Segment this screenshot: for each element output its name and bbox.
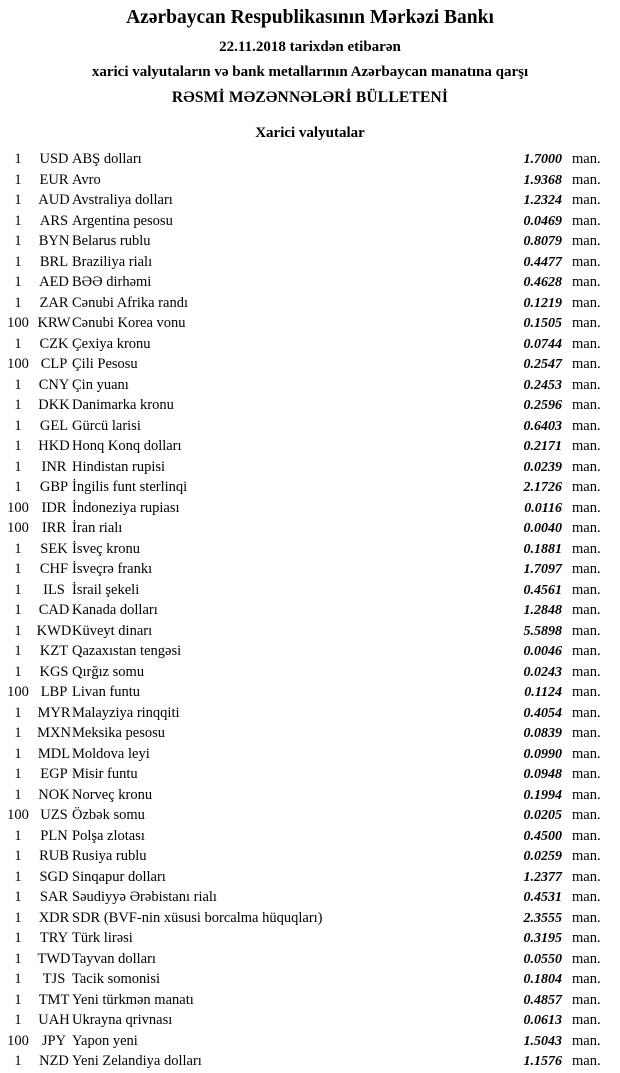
row-currency-code: BRL: [39, 253, 69, 270]
table-row: [0, 416, 620, 437]
table-row: [0, 908, 620, 929]
row-quantity: 1: [14, 561, 22, 577]
row-currency-name: Tacik somonisi: [72, 971, 160, 987]
row-quantity: 1: [14, 704, 22, 721]
row-rate-value: 0.4857: [523, 992, 562, 1008]
row-currency-code: SGD: [39, 868, 69, 885]
row-quantity: 100: [7, 684, 29, 700]
row-quantity: 1: [14, 233, 22, 249]
table-row: [0, 1051, 620, 1072]
row-rate-value: 1.7097: [523, 562, 562, 577]
row-unit-label: man.: [572, 253, 601, 270]
scope-line: xarici valyutaların və bank metallarının Azərbaycan manatına qarşı: [91, 64, 529, 80]
row-quantity: 1: [14, 745, 22, 762]
row-quantity: 1: [14, 602, 22, 618]
table-row: [0, 621, 620, 642]
row-currency-name: Avro: [72, 171, 101, 188]
row-currency-code: HKD: [38, 438, 70, 454]
row-quantity: 1: [14, 1012, 22, 1028]
row-currency-name: Malayziya rinqqiti: [72, 704, 180, 721]
row-currency-code: MDL: [37, 745, 71, 762]
row-currency-name: Avstraliya dolları: [72, 192, 173, 208]
row-quantity: 1: [14, 848, 22, 864]
row-currency-code: CHF: [39, 561, 69, 577]
table-row: [0, 334, 620, 355]
row-currency-name: Misir funtu: [72, 766, 138, 782]
row-currency-name: Çili Pesosu: [72, 356, 138, 372]
row-unit-label: man.: [572, 786, 601, 803]
row-currency-name: İsveç kronu: [72, 540, 141, 557]
row-quantity: 1: [14, 643, 22, 659]
row-currency-code: TJS: [42, 971, 66, 987]
row-rate-value: 0.0040: [523, 521, 562, 536]
row-rate-value: 0.4561: [523, 582, 562, 598]
row-unit-label: man.: [572, 1032, 601, 1049]
row-rate-value: 0.3195: [523, 931, 562, 946]
section-title: Xarici valyutalar: [255, 125, 365, 141]
row-currency-name: Yeni Zelandiya dolları: [72, 1053, 202, 1069]
row-rate-value: 1.9368: [523, 172, 562, 188]
row-currency-code: DKK: [38, 397, 70, 413]
row-quantity: 1: [14, 725, 22, 741]
row-quantity: 1: [14, 212, 22, 229]
table-row: [0, 313, 620, 334]
table-row: [0, 293, 620, 314]
row-unit-label: man.: [572, 479, 601, 495]
row-currency-code: CNY: [38, 376, 70, 393]
table-row: [0, 990, 620, 1011]
table-row: [0, 580, 620, 601]
row-currency-name: İsveçrə frankı: [72, 561, 153, 577]
row-currency-name: Honq Konq dolları: [72, 438, 182, 454]
effective-date-line: 22.11.2018 tarixdən etibarən: [219, 39, 401, 55]
row-unit-label: man.: [572, 581, 601, 598]
row-unit-label: man.: [572, 991, 601, 1008]
row-rate-value: 0.0116: [524, 500, 562, 516]
row-currency-code: SEK: [40, 540, 68, 557]
table-row: [0, 252, 620, 273]
row-currency-code: IDR: [41, 499, 67, 516]
table-row: [0, 846, 620, 867]
row-rate-value: 0.4531: [523, 890, 562, 905]
row-currency-name: Norveç kronu: [72, 786, 153, 803]
row-unit-label: man.: [572, 192, 601, 208]
row-currency-code: RUB: [39, 848, 69, 864]
row-rate-value: 0.0239: [523, 459, 562, 475]
row-quantity: 1: [14, 971, 22, 987]
table-row: [0, 969, 620, 990]
row-currency-name: Çexiya kronu: [72, 335, 151, 352]
row-unit-label: man.: [572, 376, 601, 393]
row-currency-name: Sinqapur dolları: [72, 868, 166, 885]
row-rate-value: 0.1881: [523, 541, 562, 557]
row-rate-value: 1.2324: [523, 193, 562, 208]
row-currency-name: Türk lirəsi: [72, 930, 133, 946]
row-currency-code: CLP: [40, 356, 68, 372]
row-currency-name: ABŞ dolları: [72, 151, 142, 167]
row-unit-label: man.: [572, 151, 601, 167]
row-unit-label: man.: [572, 725, 601, 741]
row-currency-code: ZAR: [39, 294, 69, 311]
row-currency-name: Gürcü larisi: [72, 417, 141, 434]
row-currency-name: İngilis funt sterlinqi: [72, 479, 188, 495]
row-quantity: 1: [14, 417, 22, 434]
row-rate-value: 0.0990: [523, 746, 562, 762]
row-unit-label: man.: [572, 622, 601, 639]
row-rate-value: 0.1994: [523, 787, 562, 803]
row-quantity: 1: [14, 376, 22, 393]
row-rate-value: 0.0046: [523, 644, 562, 659]
row-rate-value: 0.4628: [523, 275, 562, 290]
row-currency-code: BYN: [38, 233, 70, 249]
row-currency-code: AED: [39, 274, 69, 290]
row-rate-value: 0.0243: [523, 664, 562, 680]
row-quantity: 1: [14, 581, 22, 598]
row-rate-value: 2.3555: [523, 910, 562, 926]
row-quantity: 1: [14, 991, 22, 1008]
row-currency-code: ARS: [39, 212, 69, 229]
row-currency-code: NZD: [39, 1053, 69, 1069]
table-row: [0, 723, 620, 744]
table-row: [0, 457, 620, 478]
table-row: [0, 867, 620, 888]
row-rate-value: 0.4477: [523, 254, 562, 270]
row-unit-label: man.: [572, 397, 601, 413]
table-row: [0, 477, 620, 498]
row-quantity: 1: [14, 253, 22, 270]
row-quantity: 1: [14, 151, 22, 167]
row-rate-value: 2.1726: [523, 480, 562, 495]
row-unit-label: man.: [572, 950, 601, 967]
row-currency-code: AUD: [38, 192, 70, 208]
row-currency-name: İndoneziya rupiası: [72, 499, 180, 516]
row-rate-value: 0.4054: [523, 705, 562, 721]
row-unit-label: man.: [572, 971, 601, 987]
row-quantity: 1: [14, 397, 22, 413]
row-unit-label: man.: [572, 889, 601, 905]
row-quantity: 1: [14, 663, 22, 680]
row-quantity: 100: [7, 1032, 29, 1049]
row-currency-code: NOK: [38, 786, 70, 803]
row-currency-name: Yapon yeni: [72, 1032, 138, 1049]
row-unit-label: man.: [572, 663, 601, 680]
row-currency-name: Braziliya rialı: [72, 253, 153, 270]
row-currency-name: Rusiya rublu: [72, 848, 147, 864]
row-quantity: 1: [14, 1053, 22, 1069]
row-unit-label: man.: [572, 233, 601, 249]
row-unit-label: man.: [572, 602, 601, 618]
row-rate-value: 0.0744: [523, 336, 562, 352]
row-currency-code: INR: [41, 458, 67, 475]
row-unit-label: man.: [572, 745, 601, 762]
row-quantity: 1: [14, 335, 22, 352]
row-currency-name: Səudiyyə Ərəbistanı rialı: [72, 889, 217, 905]
row-currency-name: Meksika pesosu: [72, 725, 166, 741]
table-row: [0, 764, 620, 785]
row-unit-label: man.: [572, 458, 601, 475]
table-row: [0, 1031, 620, 1052]
row-unit-label: man.: [572, 499, 601, 516]
table-row: [0, 744, 620, 765]
row-currency-name: Cənubi Korea vonu: [72, 315, 186, 331]
row-quantity: 1: [14, 930, 22, 946]
rates-table: [0, 149, 620, 1072]
table-row: [0, 887, 620, 908]
row-currency-name: Hindistan rupisi: [72, 458, 166, 475]
row-quantity: 1: [14, 786, 22, 803]
row-quantity: 1: [14, 438, 22, 454]
row-currency-code: TRY: [39, 930, 69, 946]
row-currency-code: IRR: [41, 520, 67, 536]
row-currency-code: MYR: [37, 704, 71, 721]
row-quantity: 1: [14, 192, 22, 208]
table-row: [0, 272, 620, 293]
row-currency-name: Livan funtu: [72, 684, 141, 700]
row-currency-name: Danimarka kronu: [72, 397, 174, 413]
table-row: [0, 600, 620, 621]
row-currency-code: KRW: [37, 315, 71, 331]
row-currency-name: Kanada dolları: [72, 602, 158, 618]
row-quantity: 100: [7, 807, 29, 823]
row-quantity: 1: [14, 294, 22, 311]
row-quantity: 1: [14, 766, 22, 782]
row-quantity: 1: [14, 171, 22, 188]
row-rate-value: 0.2547: [523, 357, 562, 372]
table-row: [0, 703, 620, 724]
table-row: [0, 559, 620, 580]
row-currency-name: Yeni türkmən manatı: [72, 991, 194, 1008]
row-currency-code: EGP: [40, 766, 68, 782]
table-row: [0, 539, 620, 560]
row-unit-label: man.: [572, 274, 601, 290]
table-row: [0, 1010, 620, 1031]
row-rate-value: 0.0259: [523, 849, 562, 864]
row-currency-name: SDR (BVF-nin xüsusi borcalma hüquqları): [72, 909, 323, 926]
table-row: [0, 662, 620, 683]
row-rate-value: 0.1505: [523, 316, 562, 331]
row-currency-code: GEL: [39, 417, 69, 434]
row-currency-name: Küveyt dinarı: [72, 622, 153, 639]
row-unit-label: man.: [572, 438, 601, 454]
row-rate-value: 0.1804: [523, 972, 562, 987]
row-currency-code: TWD: [37, 950, 71, 967]
row-quantity: 1: [14, 479, 22, 495]
row-quantity: 1: [14, 909, 22, 926]
row-unit-label: man.: [572, 561, 601, 577]
row-quantity: 1: [14, 274, 22, 290]
row-unit-label: man.: [572, 684, 601, 700]
row-unit-label: man.: [572, 294, 601, 311]
row-currency-code: KWD: [36, 622, 72, 639]
row-currency-code: SAR: [39, 889, 69, 905]
row-unit-label: man.: [572, 930, 601, 946]
row-currency-name: BƏƏ dirhəmi: [72, 274, 152, 290]
row-unit-label: man.: [572, 171, 601, 188]
row-quantity: 1: [14, 622, 22, 639]
table-row: [0, 354, 620, 375]
table-row: [0, 149, 620, 170]
table-row: [0, 682, 620, 703]
row-rate-value: 1.1576: [523, 1054, 562, 1069]
row-currency-code: CZK: [39, 335, 69, 352]
row-currency-code: ILS: [43, 581, 65, 598]
row-unit-label: man.: [572, 1012, 601, 1028]
row-unit-label: man.: [572, 315, 601, 331]
row-rate-value: 5.5898: [523, 623, 562, 639]
row-unit-label: man.: [572, 212, 601, 229]
row-quantity: 100: [7, 499, 29, 516]
row-unit-label: man.: [572, 1053, 601, 1069]
row-rate-value: 0.0613: [523, 1013, 562, 1028]
row-unit-label: man.: [572, 335, 601, 352]
table-row: [0, 190, 620, 211]
row-unit-label: man.: [572, 868, 601, 885]
row-currency-code: KGS: [39, 663, 69, 680]
table-row: [0, 498, 620, 519]
row-currency-name: Argentina pesosu: [72, 212, 173, 229]
table-row: [0, 785, 620, 806]
row-unit-label: man.: [572, 827, 601, 844]
row-rate-value: 0.2171: [523, 439, 562, 454]
row-quantity: 1: [14, 540, 22, 557]
row-currency-code: JPY: [41, 1032, 67, 1049]
row-unit-label: man.: [572, 356, 601, 372]
row-rate-value: 1.7000: [523, 152, 562, 167]
row-rate-value: 0.6403: [523, 418, 562, 434]
row-quantity: 1: [14, 827, 22, 844]
row-rate-value: 0.8079: [523, 234, 562, 249]
row-currency-code: XDR: [38, 909, 70, 926]
table-row: [0, 375, 620, 396]
row-currency-name: Polşa zlotası: [72, 827, 145, 844]
row-rate-value: 0.2453: [523, 377, 562, 393]
row-quantity: 1: [14, 889, 22, 905]
row-unit-label: man.: [572, 417, 601, 434]
row-quantity: 100: [7, 520, 29, 536]
document-header: [0, 0, 620, 107]
row-rate-value: 1.2848: [523, 603, 562, 618]
table-row: [0, 928, 620, 949]
row-rate-value: 0.0469: [523, 213, 562, 229]
row-currency-code: EUR: [39, 171, 69, 188]
row-currency-name: İsrail şekeli: [72, 581, 140, 598]
row-currency-code: KZT: [39, 643, 69, 659]
row-currency-name: Tayvan dolları: [72, 950, 156, 967]
row-rate-value: 0.1124: [524, 685, 562, 700]
row-currency-name: Çin yuanı: [72, 376, 129, 393]
row-currency-name: Ukrayna qrivnası: [72, 1012, 173, 1028]
row-currency-code: TMT: [38, 991, 70, 1008]
row-currency-name: İran rialı: [72, 520, 123, 536]
row-unit-label: man.: [572, 643, 601, 659]
row-rate-value: 0.4500: [523, 828, 562, 844]
table-row: [0, 170, 620, 191]
row-quantity: 1: [14, 868, 22, 885]
row-unit-label: man.: [572, 520, 601, 536]
row-rate-value: 0.0839: [523, 726, 562, 741]
row-unit-label: man.: [572, 540, 601, 557]
row-rate-value: 0.0205: [523, 808, 562, 823]
table-row: [0, 826, 620, 847]
row-unit-label: man.: [572, 704, 601, 721]
row-currency-name: Belarus rublu: [72, 233, 151, 249]
row-unit-label: man.: [572, 766, 601, 782]
table-row: [0, 436, 620, 457]
table-row: [0, 231, 620, 252]
row-unit-label: man.: [572, 807, 601, 823]
row-currency-name: Cənubi Afrika randı: [72, 294, 188, 311]
row-rate-value: 0.0948: [523, 767, 562, 782]
row-rate-value: 1.2377: [523, 869, 562, 885]
row-quantity: 100: [7, 315, 29, 331]
table-row: [0, 805, 620, 826]
row-currency-code: PLN: [40, 827, 68, 844]
row-currency-code: UZS: [40, 807, 68, 823]
row-currency-code: UAH: [38, 1012, 70, 1028]
table-row: [0, 211, 620, 232]
row-rate-value: 1.5043: [523, 1033, 562, 1049]
table-row: [0, 395, 620, 416]
row-rate-value: 0.0550: [523, 951, 562, 967]
row-currency-code: CAD: [38, 602, 70, 618]
row-quantity: 100: [7, 356, 29, 372]
row-rate-value: 0.1219: [523, 295, 562, 311]
row-currency-name: Qazaxıstan tengəsi: [72, 643, 182, 659]
row-unit-label: man.: [572, 848, 601, 864]
table-row: [0, 641, 620, 662]
row-currency-code: GBP: [39, 479, 69, 495]
table-row: [0, 518, 620, 539]
row-currency-name: Qırğız somu: [72, 663, 145, 680]
row-quantity: 1: [14, 458, 22, 475]
row-currency-name: Özbək somu: [72, 807, 145, 823]
row-currency-code: LBP: [40, 684, 68, 700]
row-rate-value: 0.2596: [523, 398, 562, 413]
row-currency-name: Moldova leyi: [72, 745, 150, 762]
row-unit-label: man.: [572, 909, 601, 926]
bulletin-title: RƏSMİ MƏZƏNNƏLƏRİ BÜLLETENİ: [171, 89, 449, 106]
bank-name-title: Azərbaycan Respublikasının Mərkəzi Bankı: [126, 7, 494, 28]
row-currency-code: USD: [39, 151, 69, 167]
row-currency-code: MXN: [37, 725, 71, 741]
row-quantity: 1: [14, 950, 22, 967]
table-row: [0, 949, 620, 970]
